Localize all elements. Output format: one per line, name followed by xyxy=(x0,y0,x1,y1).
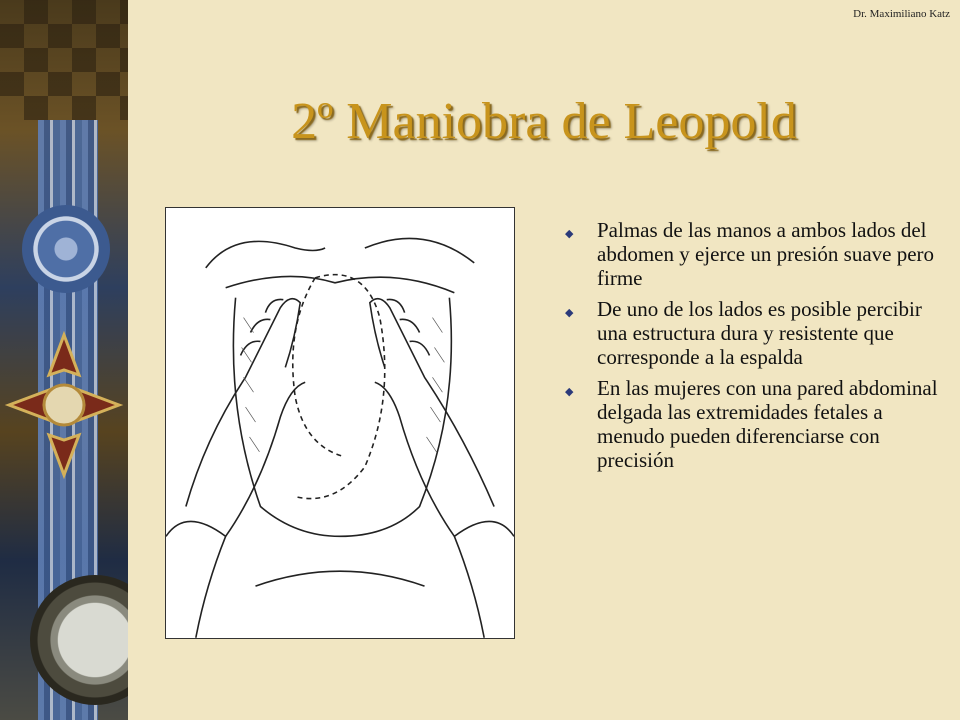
medal-cross-icon xyxy=(4,330,124,480)
bullet-item xyxy=(562,376,942,472)
decorative-side-strip xyxy=(0,0,128,720)
bullet-list xyxy=(562,218,942,479)
diamond-bullet-icon: ◆ xyxy=(565,386,574,398)
checkerboard-decoration xyxy=(0,0,128,120)
diamond-bullet-icon: ◆ xyxy=(565,228,574,240)
bullet-text: Palmas de las manos a ambos lados del abdomen y ejerce un presión suave pero firme xyxy=(597,218,935,290)
author-label: Dr. Maximiliano Katz xyxy=(853,8,950,20)
hands-on-abdomen-drawing xyxy=(166,208,514,638)
diamond-bullet-icon: ◆ xyxy=(565,307,574,319)
bullet-item xyxy=(562,297,942,369)
slide-title: 2º Maniobra de Leopold xyxy=(291,93,797,150)
leopold-maneuver-illustration xyxy=(165,207,515,639)
bullet-item xyxy=(562,218,942,290)
bullet-text: En las mujeres con una pared abdominal delgada las extremidades fetales a menudo pueden diferenciarse con precisión xyxy=(597,376,938,472)
rosette-icon xyxy=(22,205,110,293)
bullet-text: De uno de los lados es posible percibir una estructura dura y resistente que corresponde a la espalda xyxy=(597,297,922,369)
